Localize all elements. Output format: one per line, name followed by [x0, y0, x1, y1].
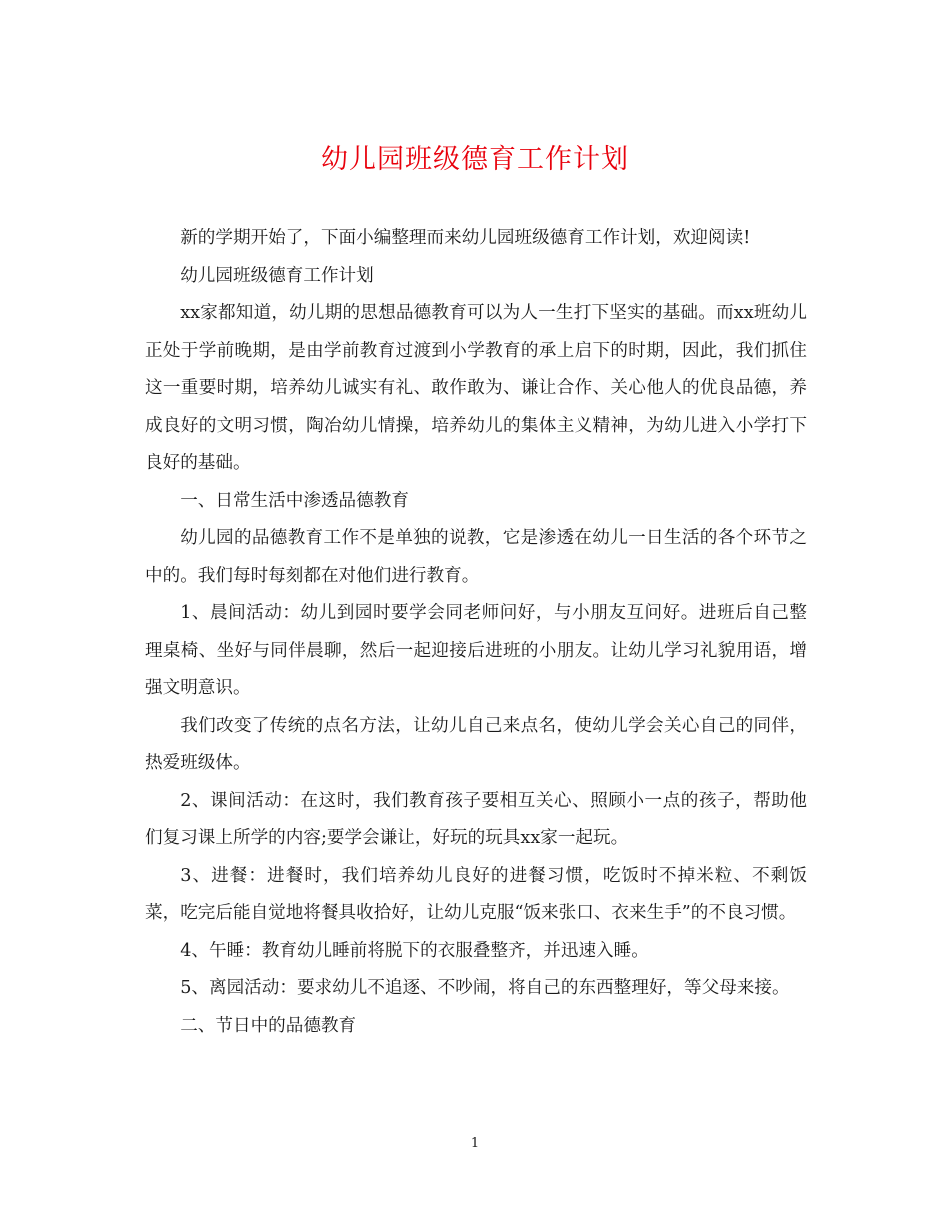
paragraph-nap: 4、午睡：教育幼儿睡前将脱下的衣服叠整齐，并迅速入睡。 — [180, 940, 649, 961]
paragraph-roll-call: 我们改变了传统的点名方法，让幼儿自己来点名，使幼儿学会关心自己的同伴，热爱班级体。 — [145, 715, 807, 773]
section-heading-holidays: 二、节日中的品德教育 — [180, 1015, 357, 1036]
paragraph-daily-life: 幼儿园的品德教育工作不是单独的说教，它是渗透在幼儿一日生活的各个环节之中的。我们每时每刻都在对他们进行教育。 — [145, 528, 807, 586]
page-number: 1 — [470, 1136, 480, 1151]
paragraph-intro: 新的学期开始了，下面小编整理而来幼儿园班级德育工作计划，欢迎阅读! — [180, 228, 751, 248]
paragraph-subtitle: 幼儿园班级德育工作计划 — [180, 265, 374, 286]
paragraph-break-activity: 2、课间活动：在这时，我们教育孩子要相互关心、照顾小一点的孩子，帮助他们复习课上所学的内容;要学会谦让，好玩的玩具xx家一起玩。 — [145, 790, 807, 848]
section-heading-daily-life: 一、日常生活中渗透品德教育 — [180, 490, 409, 511]
document-title: 幼儿园班级德育工作计划 — [321, 144, 629, 175]
document-body — [145, 220, 807, 1045]
paragraph-overview: xx家都知道，幼儿期的思想品德教育可以为人一生打下坚实的基础。而xx班幼儿正处于学前晚期，是由学前教育过渡到小学教育的承上启下的时期，因此，我们抓住这一重要时期，培养幼儿诚实有礼、敢作敢为、谦让合作、关心他人的优良品德，养成良好的文明习惯，陶冶幼儿情操，培养幼儿的集体主义精神，为幼儿进入小学打下良好的基础。 — [145, 303, 807, 473]
paragraph-meals: 3、进餐：进餐时，我们培养幼儿良好的进餐习惯，吃饭时不掉米粒、不剩饭菜，吃完后能自觉地将餐具收拾好，让幼儿克服“饭来张口、衣来生手”的不良习惯。 — [145, 865, 807, 923]
paragraph-departure: 5、离园活动：要求幼儿不追逐、不吵闹，将自己的东西整理好，等父母来接。 — [180, 978, 790, 998]
paragraph-morning-activity: 1、晨间活动：幼儿到园时要学会同老师问好，与小朋友互问好。进班后自己整理桌椅、坐好与同伴晨聊，然后一起迎接后进班的小朋友。让幼儿学习礼貌用语，增强文明意识。 — [145, 603, 807, 698]
